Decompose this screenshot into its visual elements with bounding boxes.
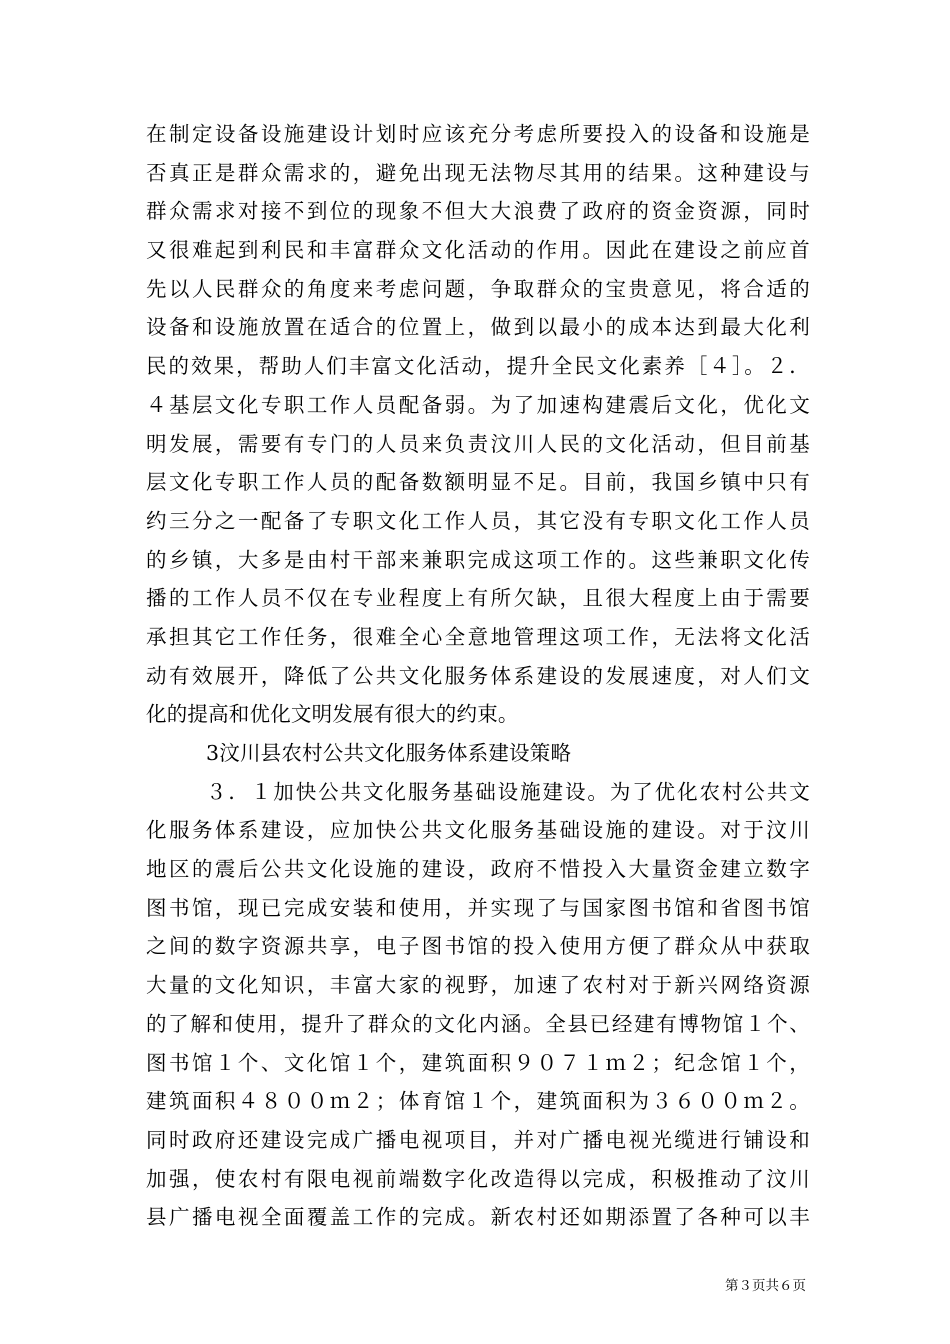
text-line: 先以人民群众的角度来考虑问题，争取群众的宝贵意见，将合适的 — [146, 276, 810, 301]
body-text — [146, 115, 810, 1237]
text-line: 加强，使农村有限电视前端数字化改造得以完成，积极推动了汶川 — [146, 1166, 810, 1191]
text-line: 化的提高和优化文明发展有很大的约束。 — [146, 702, 519, 727]
text-line: 的乡镇，大多是由村干部来兼职完成这项工作的。这些兼职文化传 — [146, 547, 810, 572]
text-line: 动有效展开，降低了公共文化服务体系建设的发展速度，对人们文 — [146, 663, 810, 688]
text-line: 之间的数字资源共享，电子图书馆的投入使用方便了群众从中获取 — [146, 934, 810, 959]
text-line: 在制定设备设施建设计划时应该充分考虑所要投入的设备和设施是 — [146, 122, 810, 146]
text-line: 层文化专职工作人员的配备数额明显不足。目前，我国乡镇中只有 — [146, 470, 810, 495]
text-line: 地区的震后公共文化设施的建设，政府不惜投入大量资金建立数字 — [146, 857, 810, 882]
text-line: 的了解和使用，提升了群众的文化内涵。全县已经建有博物馆１个、 — [146, 1011, 810, 1036]
section-heading: 3汶川县农村公共文化服务体系建设策略 — [206, 741, 572, 765]
text-line: 大量的文化知识，丰富大家的视野，加速了农村对于新兴网络资源 — [146, 973, 810, 998]
text-line: 约三分之一配备了专职文化工作人员，其它没有专职文化工作人员 — [146, 508, 810, 533]
text-line: 又很难起到利民和丰富群众文化活动的作用。因此在建设之前应首 — [146, 238, 810, 263]
text-line: 民的效果，帮助人们丰富文化活动，提升全民文化素养［４］。２． — [146, 354, 810, 379]
text-line: 播的工作人员不仅在专业程度上有所欠缺，且很大程度上由于需要 — [146, 586, 810, 611]
text-line: 明发展，需要有专门的人员来负责汶川人民的文化活动，但目前基 — [146, 431, 810, 456]
text-line: 建筑面积４８００ｍ２；体育馆１个，建筑面积为３６００ｍ２。 — [146, 1089, 810, 1114]
text-line: 承担其它工作任务，很难全心全意地管理这项工作，无法将文化活 — [146, 624, 810, 649]
text-line: 同时政府还建设完成广播电视项目，并对广播电视光缆进行铺设和 — [146, 1127, 810, 1152]
text-line: ４基层文化专职工作人员配备弱。为了加速构建震后文化，优化文 — [146, 392, 810, 417]
text-line: 县广播电视全面覆盖工作的完成。新农村还如期添置了各种可以丰 — [146, 1205, 810, 1230]
text-line: 设备和设施放置在适合的位置上，做到以最小的成本达到最大化利 — [146, 315, 810, 340]
text-line: 图书馆１个、文化馆１个，建筑面积９０７１ｍ２；纪念馆１个， — [146, 1050, 810, 1075]
text-line: 否真正是群众需求的，避免出现无法物尽其用的结果。这种建设与 — [146, 160, 810, 185]
text-line: 群众需求对接不到位的现象不但大大浪费了政府的资金资源，同时 — [146, 199, 810, 224]
subsection-first-line: ３．１加快公共文化服务基础设施建设。为了优化农村公共文 — [206, 779, 810, 804]
page-number: 第３页共６页 — [725, 1278, 806, 1294]
text-line: 化服务体系建设，应加快公共文化服务基础设施的建设。对于汶川 — [146, 818, 810, 843]
text-line: 图书馆，现已完成安装和使用，并实现了与国家图书馆和省图书馆 — [146, 895, 810, 920]
